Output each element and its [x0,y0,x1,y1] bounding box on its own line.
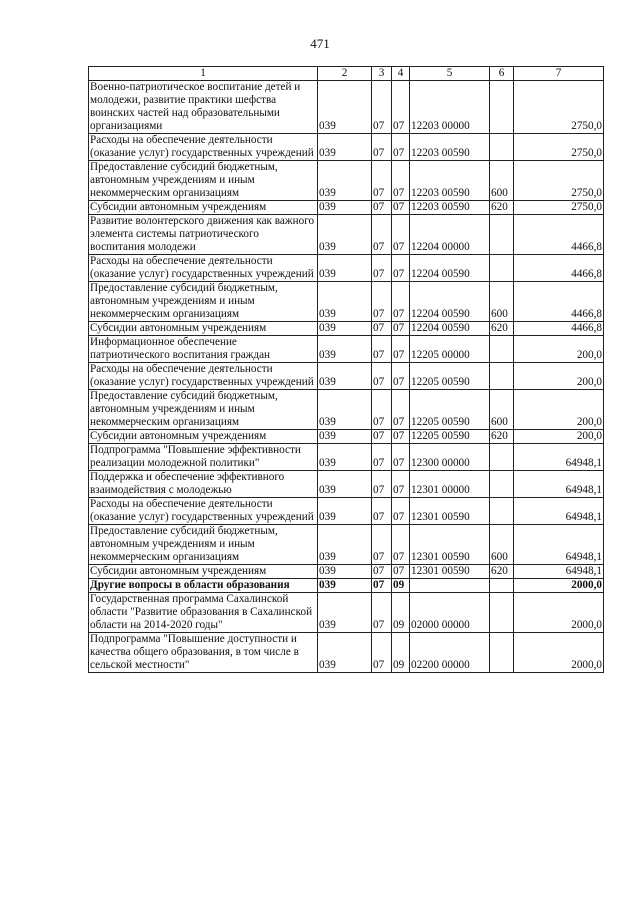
expense-type-cell [490,498,514,525]
row-name-cell: Подпрограмма "Повышение эффективности реализации молодежной политики" [89,444,318,471]
ministry-code-cell: 039 [318,161,372,201]
section-code-cell: 07 [372,633,392,673]
section-code-cell: 07 [372,390,392,430]
expense-type-cell: 620 [490,565,514,579]
expense-type-cell: 600 [490,161,514,201]
target-article-cell: 12301 00590 [410,565,490,579]
row-name-cell: Расходы на обеспечение деятельности (оказание услуг) государственных учреждений [89,255,318,282]
section-code-cell: 07 [372,498,392,525]
ministry-code-cell: 039 [318,81,372,134]
table-row [89,363,604,390]
budget-table [88,66,604,673]
target-article-cell: 12205 00590 [410,390,490,430]
section-code-cell: 07 [372,81,392,134]
ministry-code-cell: 039 [318,444,372,471]
ministry-code-cell: 039 [318,336,372,363]
table-row [89,201,604,215]
section-code-cell: 07 [372,134,392,161]
amount-cell: 2750,0 [514,161,604,201]
ministry-code-cell: 039 [318,322,372,336]
ministry-code-cell: 039 [318,498,372,525]
expense-type-cell [490,363,514,390]
subsection-code-cell: 07 [392,471,410,498]
row-name-cell: Предоставление субсидий бюджетным, автономным учреждениям и иным некоммерческим организациям [89,161,318,201]
column-header: 5 [410,67,490,81]
table-row [89,579,604,593]
subsection-code-cell: 07 [392,201,410,215]
section-code-cell: 07 [372,565,392,579]
ministry-code-cell: 039 [318,579,372,593]
row-name-cell: Подпрограмма "Повышение доступности и качества общего образования, в том числе в сельской местности" [89,633,318,673]
row-name-cell: Расходы на обеспечение деятельности (оказание услуг) государственных учреждений [89,363,318,390]
section-code-cell: 07 [372,282,392,322]
ministry-code-cell: 039 [318,282,372,322]
expense-type-cell: 600 [490,525,514,565]
expense-type-cell: 600 [490,282,514,322]
amount-cell: 4466,8 [514,322,604,336]
ministry-code-cell: 039 [318,593,372,633]
row-name-cell: Субсидии автономным учреждениям [89,430,318,444]
column-header: 1 [89,67,318,81]
section-code-cell: 07 [372,322,392,336]
expense-type-cell [490,444,514,471]
ministry-code-cell: 039 [318,215,372,255]
subsection-code-cell: 07 [392,134,410,161]
target-article-cell: 12204 00590 [410,282,490,322]
row-name-cell: Поддержка и обеспечение эффективного взаимодействия с молодежью [89,471,318,498]
expense-type-cell: 620 [490,322,514,336]
amount-cell: 4466,8 [514,282,604,322]
target-article-cell: 12204 00590 [410,322,490,336]
expense-type-cell [490,579,514,593]
ministry-code-cell: 039 [318,525,372,565]
table-row [89,565,604,579]
target-article-cell: 12203 00590 [410,161,490,201]
expense-type-cell [490,471,514,498]
target-article-cell: 12203 00590 [410,201,490,215]
table-row [89,633,604,673]
table-row [89,134,604,161]
column-header: 2 [318,67,372,81]
row-name-cell: Субсидии автономным учреждениям [89,565,318,579]
expense-type-cell: 620 [490,430,514,444]
column-header: 3 [372,67,392,81]
expense-type-cell: 620 [490,201,514,215]
expense-type-cell [490,593,514,633]
subsection-code-cell: 07 [392,430,410,444]
page-number: 471 [310,36,330,51]
row-name-cell: Предоставление субсидий бюджетным, автономным учреждениям и иным некоммерческим организациям [89,282,318,322]
table-row [89,525,604,565]
column-header: 7 [514,67,604,81]
subsection-code-cell: 07 [392,525,410,565]
target-article-cell: 12204 00590 [410,255,490,282]
expense-type-cell [490,336,514,363]
ministry-code-cell: 039 [318,134,372,161]
section-code-cell: 07 [372,363,392,390]
table-row [89,444,604,471]
amount-cell: 2750,0 [514,134,604,161]
subsection-code-cell: 07 [392,215,410,255]
subsection-code-cell: 07 [392,390,410,430]
target-article-cell [410,579,490,593]
target-article-cell: 12203 00000 [410,81,490,134]
row-name-cell: Государственная программа Сахалинской области "Развитие образования в Сахалинской области на 2014-2020 годы" [89,593,318,633]
row-name-cell: Предоставление субсидий бюджетным, автономным учреждениям и иным некоммерческим организациям [89,390,318,430]
subsection-code-cell: 07 [392,444,410,471]
amount-cell: 200,0 [514,336,604,363]
section-code-cell: 07 [372,201,392,215]
ministry-code-cell: 039 [318,471,372,498]
row-name-cell: Военно-патриотическое воспитание детей и молодежи, развитие практики шефства воинских частей над образовательными организациями [89,81,318,134]
table-row [89,215,604,255]
amount-cell: 200,0 [514,390,604,430]
amount-cell: 2750,0 [514,81,604,134]
row-name-cell: Информационное обеспечение патриотического воспитания граждан [89,336,318,363]
section-code-cell: 07 [372,336,392,363]
expense-type-cell: 600 [490,390,514,430]
amount-cell: 64948,1 [514,525,604,565]
target-article-cell: 12301 00590 [410,498,490,525]
row-name-cell: Расходы на обеспечение деятельности (оказание услуг) государственных учреждений [89,498,318,525]
row-name-cell: Расходы на обеспечение деятельности (оказание услуг) государственных учреждений [89,134,318,161]
table-row [89,322,604,336]
table-row [89,282,604,322]
expense-type-cell [490,215,514,255]
target-article-cell: 12204 00000 [410,215,490,255]
amount-cell: 4466,8 [514,255,604,282]
row-name-cell: Другие вопросы в области образования [89,579,318,593]
target-article-cell: 02000 00000 [410,593,490,633]
amount-cell: 64948,1 [514,471,604,498]
amount-cell: 2000,0 [514,633,604,673]
subsection-code-cell: 09 [392,579,410,593]
amount-cell: 200,0 [514,430,604,444]
column-header: 4 [392,67,410,81]
amount-cell: 64948,1 [514,565,604,579]
table-row [89,498,604,525]
subsection-code-cell: 07 [392,81,410,134]
section-code-cell: 07 [372,430,392,444]
subsection-code-cell: 07 [392,336,410,363]
amount-cell: 64948,1 [514,498,604,525]
section-code-cell: 07 [372,161,392,201]
row-name-cell: Предоставление субсидий бюджетным, автономным учреждениям и иным некоммерческим организациям [89,525,318,565]
expense-type-cell [490,633,514,673]
row-name-cell: Развитие волонтерского движения как важного элемента системы патриотического воспитания молодежи [89,215,318,255]
amount-cell: 2000,0 [514,579,604,593]
target-article-cell: 12205 00590 [410,363,490,390]
table-row [89,390,604,430]
section-code-cell: 07 [372,593,392,633]
subsection-code-cell: 07 [392,322,410,336]
target-article-cell: 12203 00590 [410,134,490,161]
amount-cell: 200,0 [514,363,604,390]
subsection-code-cell: 09 [392,633,410,673]
subsection-code-cell: 07 [392,498,410,525]
table-body [89,81,604,673]
amount-cell: 64948,1 [514,444,604,471]
table-row [89,593,604,633]
row-name-cell: Субсидии автономным учреждениям [89,322,318,336]
section-code-cell: 07 [372,471,392,498]
amount-cell: 2750,0 [514,201,604,215]
subsection-code-cell: 07 [392,161,410,201]
subsection-code-cell: 07 [392,363,410,390]
target-article-cell: 12205 00000 [410,336,490,363]
ministry-code-cell: 039 [318,201,372,215]
ministry-code-cell: 039 [318,363,372,390]
amount-cell: 2000,0 [514,593,604,633]
subsection-code-cell: 07 [392,565,410,579]
ministry-code-cell: 039 [318,633,372,673]
table-row [89,336,604,363]
subsection-code-cell: 09 [392,593,410,633]
target-article-cell: 12205 00590 [410,430,490,444]
subsection-code-cell: 07 [392,255,410,282]
ministry-code-cell: 039 [318,255,372,282]
amount-cell: 4466,8 [514,215,604,255]
table-row [89,81,604,134]
ministry-code-cell: 039 [318,390,372,430]
subsection-code-cell: 07 [392,282,410,322]
section-code-cell: 07 [372,444,392,471]
table-row [89,161,604,201]
section-code-cell: 07 [372,255,392,282]
ministry-code-cell: 039 [318,565,372,579]
ministry-code-cell: 039 [318,430,372,444]
section-code-cell: 07 [372,579,392,593]
column-header: 6 [490,67,514,81]
expense-type-cell [490,81,514,134]
table-row [89,255,604,282]
target-article-cell: 12300 00000 [410,444,490,471]
section-code-cell: 07 [372,215,392,255]
row-name-cell: Субсидии автономным учреждениям [89,201,318,215]
table-row [89,430,604,444]
expense-type-cell [490,255,514,282]
target-article-cell: 02200 00000 [410,633,490,673]
target-article-cell: 12301 00590 [410,525,490,565]
target-article-cell: 12301 00000 [410,471,490,498]
header-row [89,67,604,81]
section-code-cell: 07 [372,525,392,565]
table-row [89,471,604,498]
expense-type-cell [490,134,514,161]
